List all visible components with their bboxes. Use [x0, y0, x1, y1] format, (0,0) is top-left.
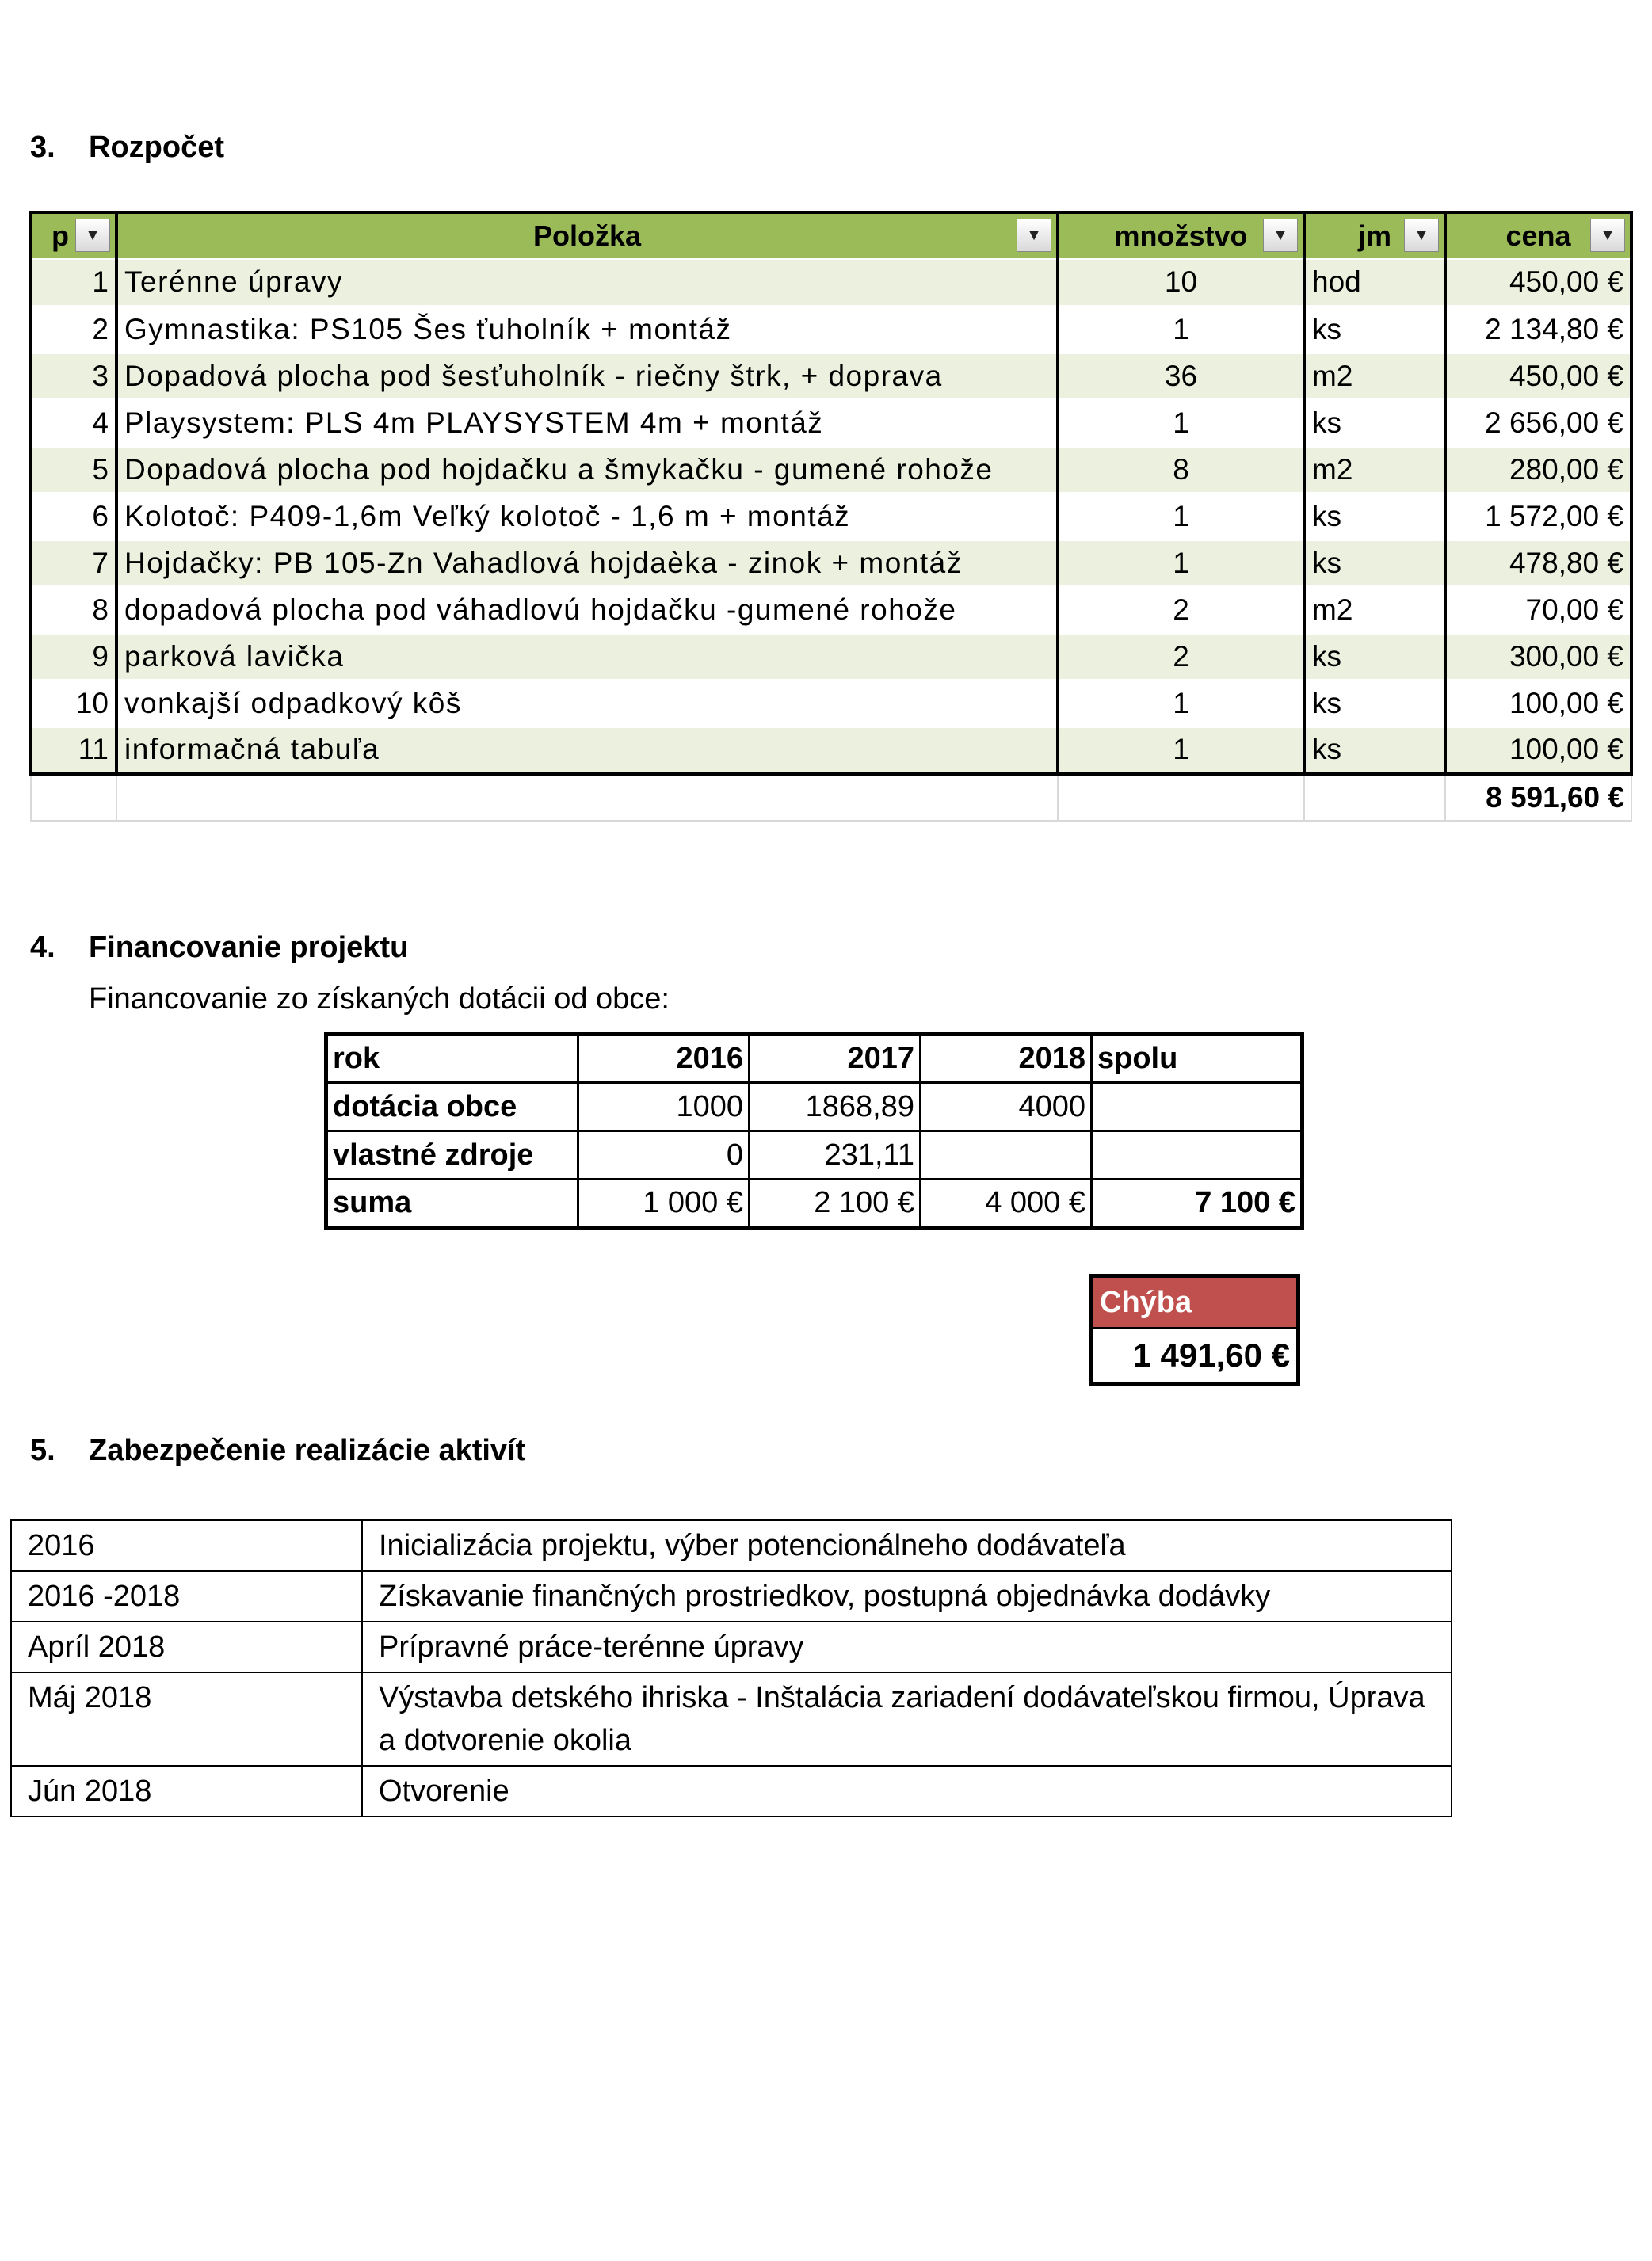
- item-price: 1 572,00 €: [1445, 493, 1631, 540]
- filter-dropdown-icon[interactable]: ▼: [1404, 219, 1439, 252]
- item-quantity: 8: [1058, 446, 1304, 493]
- header-unit: jm ▼: [1304, 212, 1445, 259]
- section-number: 3.: [30, 131, 55, 164]
- row-number: 5: [31, 446, 116, 493]
- budget-header-row: [31, 212, 1631, 259]
- table-row: [31, 586, 1631, 633]
- item-unit: ks: [1304, 633, 1445, 680]
- table-row: [11, 1520, 1452, 1571]
- table-row: [326, 1035, 1303, 1083]
- item-unit: m2: [1304, 446, 1445, 493]
- item-price: 450,00 €: [1445, 259, 1631, 306]
- row-number: 6: [31, 493, 116, 540]
- item-quantity: 2: [1058, 633, 1304, 680]
- item-quantity: 1: [1058, 493, 1304, 540]
- table-cell: 4000: [921, 1083, 1092, 1131]
- item-unit: ks: [1304, 680, 1445, 726]
- row-number: 2: [31, 306, 116, 353]
- row-number: 1: [31, 259, 116, 306]
- table-cell: 231,11: [750, 1131, 921, 1180]
- item-price: 450,00 €: [1445, 353, 1631, 399]
- table-cell: [1092, 1131, 1303, 1180]
- item-price: 2 656,00 €: [1445, 399, 1631, 446]
- empty-cell: [31, 773, 116, 821]
- missing-label: Chýba: [1093, 1278, 1296, 1327]
- item-name: dopadová plocha pod váhadlovú hojdačku -gumené rohože: [116, 586, 1058, 633]
- row-number: 10: [31, 680, 116, 726]
- empty-cell: [1058, 773, 1304, 821]
- budget-total: 8 591,60 €: [1445, 773, 1631, 821]
- table-cell: 0: [578, 1131, 750, 1180]
- item-unit: ks: [1304, 726, 1445, 773]
- item-unit: ks: [1304, 399, 1445, 446]
- item-quantity: 1: [1058, 680, 1304, 726]
- item-price: 280,00 €: [1445, 446, 1631, 493]
- table-row: [31, 493, 1631, 540]
- table-row: [326, 1131, 1303, 1180]
- header-qty: množstvo ▼: [1058, 212, 1304, 259]
- section-title: Rozpočet: [89, 131, 224, 164]
- item-quantity: 1: [1058, 306, 1304, 353]
- section-5-heading: [30, 1434, 525, 1468]
- table-cell: 2 100 €: [750, 1180, 921, 1228]
- item-price: 70,00 €: [1445, 586, 1631, 633]
- table-row: [31, 399, 1631, 446]
- row-label: suma: [326, 1180, 578, 1228]
- empty-cell: [116, 773, 1058, 821]
- grand-total: 7 100 €: [1092, 1180, 1303, 1228]
- item-name: Gymnastika: PS105 Šes ťuholník + montáž: [116, 306, 1058, 353]
- filter-dropdown-icon[interactable]: ▼: [75, 219, 110, 252]
- table-row: [11, 1766, 1452, 1817]
- item-unit: hod: [1304, 259, 1445, 306]
- row-number: 4: [31, 399, 116, 446]
- filter-dropdown-icon[interactable]: ▼: [1590, 219, 1625, 252]
- period-cell: Máj 2018: [11, 1672, 362, 1766]
- row-label: vlastné zdroje: [326, 1131, 578, 1180]
- empty-cell: [1304, 773, 1445, 821]
- year-header: 2018: [921, 1035, 1092, 1083]
- item-unit: ks: [1304, 493, 1445, 540]
- section-title: Financovanie projektu: [89, 931, 409, 964]
- table-cell: 1 000 €: [578, 1180, 750, 1228]
- filter-dropdown-icon[interactable]: ▼: [1263, 219, 1298, 252]
- table-row: [31, 306, 1631, 353]
- table-row: [326, 1180, 1303, 1228]
- item-price: 478,80 €: [1445, 540, 1631, 586]
- item-quantity: 1: [1058, 399, 1304, 446]
- total-row: [31, 773, 1631, 821]
- header-price: cena ▼: [1445, 212, 1631, 259]
- item-price: 2 134,80 €: [1445, 306, 1631, 353]
- missing-value: 1 491,60 €: [1093, 1327, 1296, 1382]
- row-number: 7: [31, 540, 116, 586]
- row-number: 3: [31, 353, 116, 399]
- row-label: dotácia obce: [326, 1083, 578, 1131]
- item-price: 300,00 €: [1445, 633, 1631, 680]
- table-row: [31, 353, 1631, 399]
- period-cell: Apríl 2018: [11, 1622, 362, 1672]
- table-row: [11, 1622, 1452, 1672]
- header-item: Položka ▼: [116, 212, 1058, 259]
- header-p: p ▼: [31, 212, 116, 259]
- item-price: 100,00 €: [1445, 680, 1631, 726]
- table-row: [31, 680, 1631, 726]
- table-row: [31, 726, 1631, 773]
- activity-cell: Inicializácia projektu, výber potencionálneho dodávateľa: [362, 1520, 1452, 1571]
- item-price: 100,00 €: [1445, 726, 1631, 773]
- item-name: Playsystem: PLS 4m PLAYSYSTEM 4m + montáž: [116, 399, 1058, 446]
- row-number: 8: [31, 586, 116, 633]
- item-quantity: 1: [1058, 726, 1304, 773]
- item-unit: ks: [1304, 306, 1445, 353]
- table-row: [11, 1571, 1452, 1622]
- item-name: Dopadová plocha pod šesťuholník - riečny štrk, + doprava: [116, 353, 1058, 399]
- missing-amount-box: [1089, 1274, 1300, 1386]
- item-unit: m2: [1304, 353, 1445, 399]
- period-cell: 2016: [11, 1520, 362, 1571]
- row-label: rok: [326, 1035, 578, 1083]
- year-header: 2017: [750, 1035, 921, 1083]
- item-name: Terénne úpravy: [116, 259, 1058, 306]
- section-3-heading: [30, 131, 224, 165]
- activity-cell: Prípravné práce-terénne úpravy: [362, 1622, 1452, 1672]
- period-cell: Jún 2018: [11, 1766, 362, 1817]
- filter-dropdown-icon[interactable]: ▼: [1017, 219, 1051, 252]
- item-name: informačná tabuľa: [116, 726, 1058, 773]
- table-cell: 4 000 €: [921, 1180, 1092, 1228]
- section-number: 5.: [30, 1434, 55, 1467]
- table-cell: 1000: [578, 1083, 750, 1131]
- table-row: [31, 259, 1631, 306]
- year-header: 2016: [578, 1035, 750, 1083]
- item-unit: ks: [1304, 540, 1445, 586]
- table-cell: 1868,89: [750, 1083, 921, 1131]
- item-name: parková lavička: [116, 633, 1058, 680]
- item-quantity: 1: [1058, 540, 1304, 586]
- item-name: Kolotoč: P409-1,6m Veľký kolotoč - 1,6 m + montáž: [116, 493, 1058, 540]
- item-quantity: 36: [1058, 353, 1304, 399]
- section-number: 4.: [30, 931, 55, 964]
- activity-cell: Získavanie finančných prostriedkov, postupná objednávka dodávky: [362, 1571, 1452, 1622]
- table-row: [31, 633, 1631, 680]
- item-unit: m2: [1304, 586, 1445, 633]
- item-name: Dopadová plocha pod hojdačku a šmykačku - gumené rohože: [116, 446, 1058, 493]
- table-row: [326, 1083, 1303, 1131]
- financing-table: [324, 1032, 1304, 1230]
- item-name: Hojdačky: PB 105-Zn Vahadlová hojdaèka - zinok + montáž: [116, 540, 1058, 586]
- table-row: [11, 1672, 1452, 1766]
- activity-cell: Výstavba detského ihriska - Inštalácia zariadení dodávateľskou firmou, Úprava a dotvorenie okolia: [362, 1672, 1452, 1766]
- section-title: Zabezpečenie realizácie aktivít: [89, 1434, 526, 1467]
- section-4-heading: [30, 931, 408, 965]
- total-header: spolu: [1092, 1035, 1303, 1083]
- item-name: vonkajší odpadkový kôš: [116, 680, 1058, 726]
- table-row: [31, 446, 1631, 493]
- activity-cell: Otvorenie: [362, 1766, 1452, 1817]
- item-quantity: 10: [1058, 259, 1304, 306]
- table-cell: [921, 1131, 1092, 1180]
- financing-subtitle: Financovanie zo získaných dotácii od obce:: [89, 982, 670, 1016]
- row-number: 9: [31, 633, 116, 680]
- schedule-table: [10, 1519, 1452, 1817]
- budget-table: [29, 211, 1633, 822]
- item-quantity: 2: [1058, 586, 1304, 633]
- row-number: 11: [31, 726, 116, 773]
- table-cell: [1092, 1083, 1303, 1131]
- period-cell: 2016 -2018: [11, 1571, 362, 1622]
- table-row: [31, 540, 1631, 586]
